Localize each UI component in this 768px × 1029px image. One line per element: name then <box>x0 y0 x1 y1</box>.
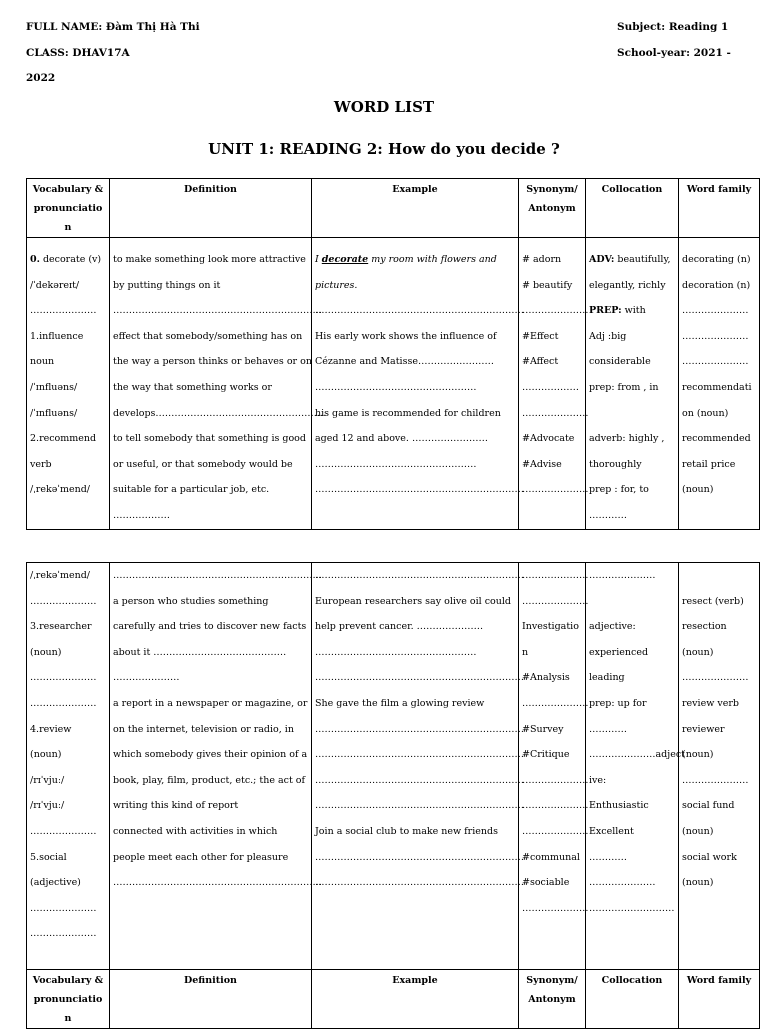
col-header-collocation: Collocation <box>586 970 679 1029</box>
col-header-synonym: Synonym/ Antonym <box>519 179 586 238</box>
table-header-row <box>27 970 760 1029</box>
vocab-cell: /ˌrekəˈmend/ ………………… 3.researcher (noun) ………………… ………………… 4.review (noun) /rɪˈvjuː/ /rɪˈvjuː/ ………………… 5.social (adjective) ………………… ………………… <box>27 563 110 970</box>
col-header-word-family: Word family <box>679 179 760 238</box>
subject: Subject: Reading 1 <box>617 21 729 33</box>
word-family-cell: resect (verb) resection (noun) ………………… review verb reviewer (noun) ………………… social fund (noun) social work (noun) <box>679 563 760 970</box>
col-header-collocation: Collocation <box>586 179 679 238</box>
example-cell: ………………………………………………………… European researchers say olive oil could help prevent cancer. ………………… …………………………………………… ………………………………………………………… She gave the film a glowing review ………………………………………………………… ………………………………………………………… ………………………………………………………… ………………………………………………………… Join a social club to make new friends ………………………………………………………… ………………………………………………………… <box>312 563 519 970</box>
school-year-end: 2022 <box>26 72 56 84</box>
page-subtitle: UNIT 1: READING 2: How do you decide ? <box>208 140 560 158</box>
word-list-table-1 <box>26 178 760 530</box>
collocation-cell: ………………… adjective: experienced leading prep: up for ………… …………………adject ive: Enthusiastic Excellent ………… ………………… ……………………… <box>586 563 679 970</box>
col-header-example: Example <box>312 179 519 238</box>
definition-cell: ………………………………………………………… a person who studies something carefully and tries to discover new facts about it …………………………………… ………………… a report in a newspaper or magazine, or on the internet, television or radio, in which somebody gives their opinion of a book, play, film, product, etc.; the act of writing this kind of report connected with activities in which people meet each other for pleasure ………………………………………………………… <box>110 563 312 970</box>
page-title: WORD LIST <box>333 98 435 116</box>
table-row <box>27 563 760 970</box>
col-header-example: Example <box>312 970 519 1029</box>
class-name: CLASS: DHAV17A <box>26 47 130 59</box>
col-header-vocabulary: Vocabulary & pronunciatio n <box>27 970 110 1029</box>
definition-cell: to make something look more attractive by putting things on it ………………………………………………………… effect that somebody/something has on the way a person thinks or behaves or on the way that something works or develops……………………………………………… to tell somebody that something is good or useful, or that somebody would be suitable for a particular job, etc. ……………… <box>110 238 312 530</box>
col-header-synonym: Synonym/ Antonym <box>519 970 586 1029</box>
word-list-table-2 <box>26 562 760 1029</box>
synonym-cell: # adorn # beautify ………………… #Effect #Affect ……………… ………………… #Advocate #Advise ………………… <box>519 238 586 530</box>
collocation-cell: ADV: beautifully, elegantly, richly PREP: with Adj :big considerable prep: from , in adverb: highly , thoroughly prep : for, to ………… <box>586 238 679 530</box>
school-year: School-year: 2021 - <box>617 47 731 59</box>
col-header-definition: Definition <box>110 179 312 238</box>
vocab-cell: 0. decorate (v) /ˈdekəreɪt/ ………………… 1.influence noun /ˈɪnfluəns/ /ˈɪnfluəns/ 2.recommend verb /ˌrekəˈmend/ <box>27 238 110 530</box>
word-family-cell: decorating (n) decoration (n) ………………… ………………… ………………… recommendati on (noun) recommended retail price (noun) <box>679 238 760 530</box>
table-row <box>27 238 760 530</box>
example-cell: I decorate my room with flowers and pictures. ………………………………………………………… His early work shows the influence of Cézanne and Matisse…………………… …………………………………………… his game is recommended for children aged 12 and above. …………………… …………………………………………… ………………………………………………………… <box>312 238 519 530</box>
synonym-cell: ………………… ………………… Investigatio n #Analysis ………………… #Survey #Critique ………………… ………………… ………………… #communal #sociable ………………… <box>519 563 586 970</box>
full-name: FULL NAME: Đàm Thị Hà Thi <box>26 21 200 33</box>
col-header-definition: Definition <box>110 970 312 1029</box>
table-header-row <box>27 179 760 238</box>
col-header-word-family: Word family <box>679 970 760 1029</box>
col-header-vocabulary: Vocabulary & pronunciatio n <box>27 179 110 238</box>
